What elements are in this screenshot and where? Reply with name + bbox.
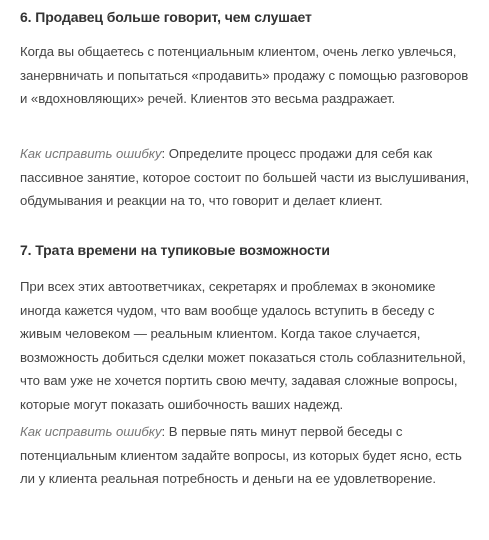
section-6-heading: 6. Продавец больше говорит, чем слушает bbox=[20, 9, 312, 25]
section-7-heading: 7. Трата времени на тупиковые возможности bbox=[20, 242, 330, 258]
section-6-fix-text: : Определите процесс продажи для себя как пассивное занятие, которое состоит по большей части из выслушивания, обдумывания и реакции на то, что говорит и делает клиент. bbox=[20, 146, 470, 208]
section-7-fix-label: Как исправить ошибку bbox=[20, 424, 162, 439]
section-7-fix-text: : В первые пять минут первой беседы с потенциальным клиентом задайте вопросы, из которых будет ясно, есть ли у клиента реальная потребность и деньги на ее удовлетворение. bbox=[20, 424, 462, 486]
section-6-paragraph: Когда вы общаетесь с потенциальным клиентом, очень легко увлечься, занервничать и попытаться «продавить» продажу с помощью разговоров и «вдохновляющих» речей. Клиентов это весьма раздражает. bbox=[20, 44, 469, 106]
section-7-fix-paragraph bbox=[20, 420, 479, 491]
section-6-fix-label: Как исправить ошибку bbox=[20, 146, 162, 161]
section-7-paragraph: При всех этих автоответчиках, секретарях и проблемах в экономике иногда кажется чудом, что вам вообще удалось вступить в беседу с живым человеком — реальным клиентом. Когда такое случается, возможность добиться сделки может показаться столь соблазнительной, что вам уже не хочется портить свою мечту, задавая сложные вопросы, которые могут показать ошибочность ваших надежд. bbox=[20, 279, 466, 412]
section-6-fix-paragraph bbox=[20, 142, 479, 213]
